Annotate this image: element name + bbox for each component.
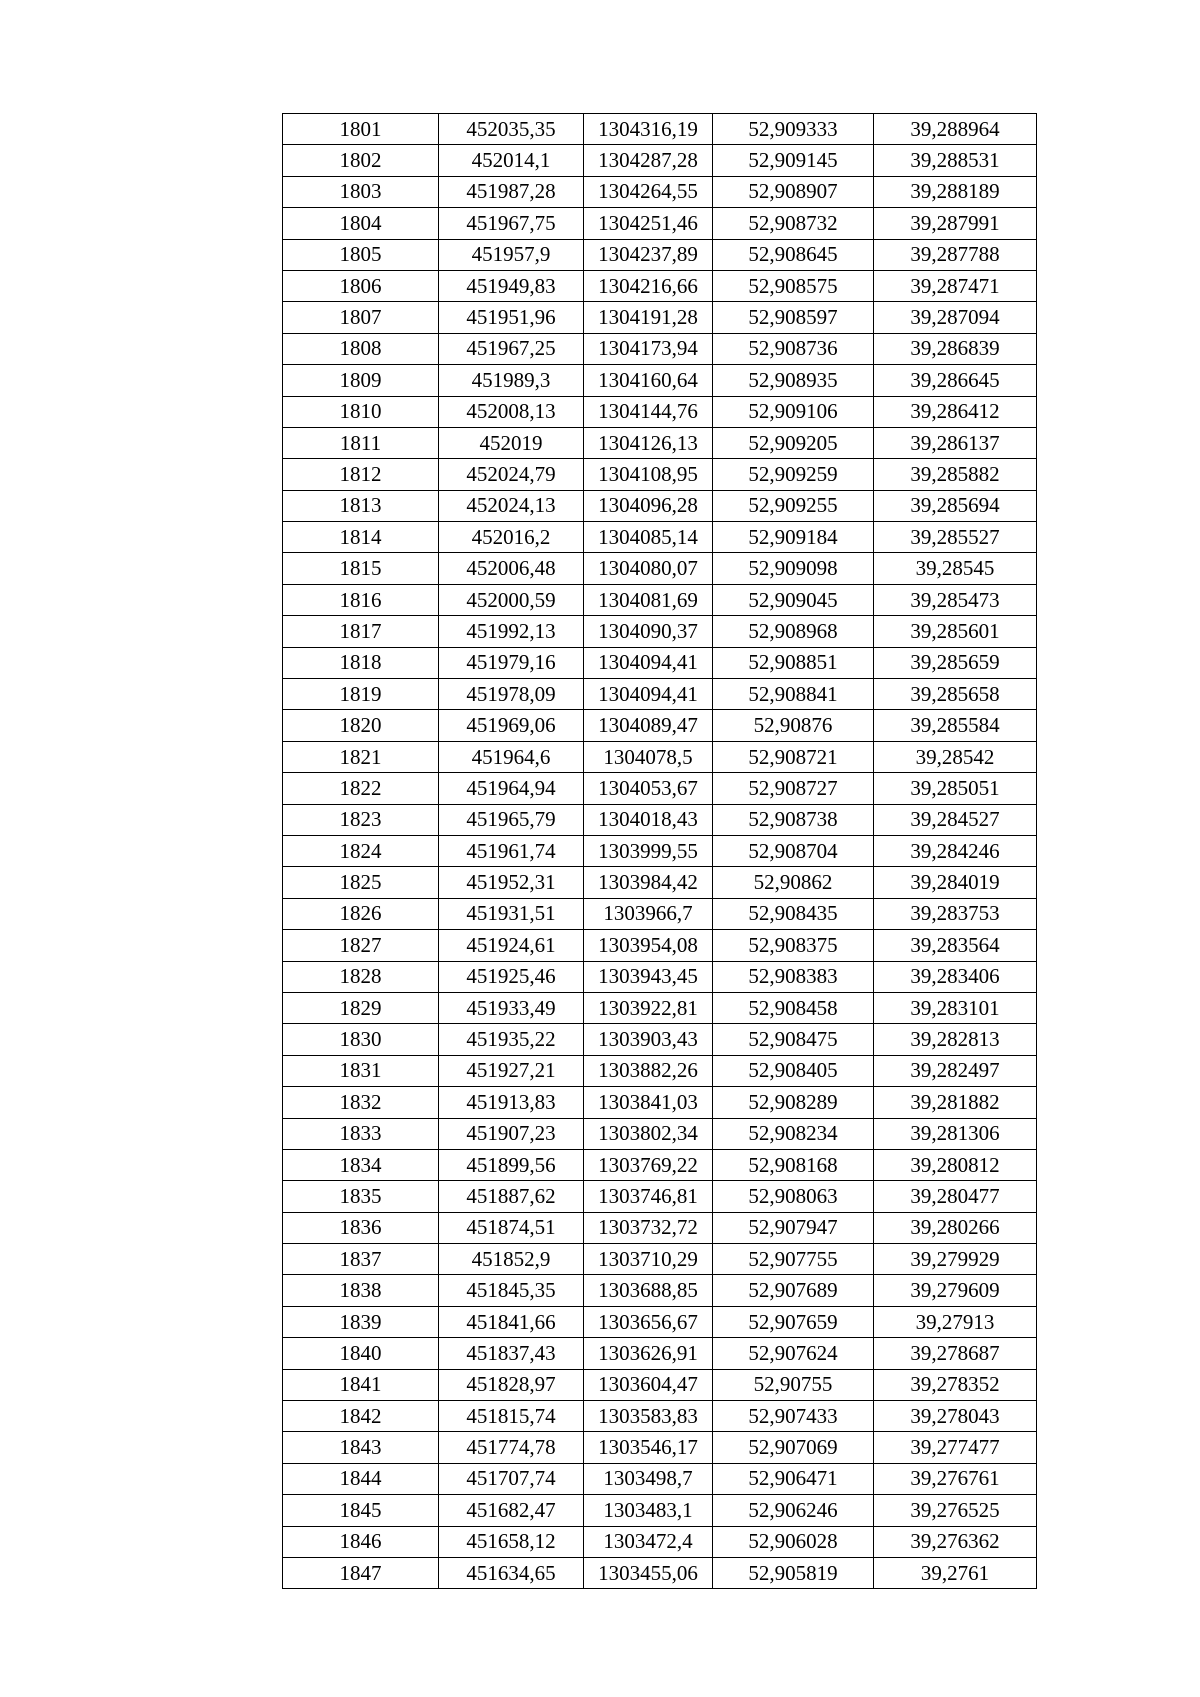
longitude-cell: 39,283753 xyxy=(874,898,1037,929)
table-row xyxy=(283,992,1037,1023)
x-coordinate-cell: 452014,1 xyxy=(439,145,584,176)
point-number-cell: 1827 xyxy=(283,930,439,961)
latitude-cell: 52,908435 xyxy=(713,898,874,929)
longitude-cell: 39,287094 xyxy=(874,302,1037,333)
longitude-cell: 39,279609 xyxy=(874,1275,1037,1306)
y-coordinate-cell: 1304094,41 xyxy=(584,679,713,710)
table-row xyxy=(283,1118,1037,1149)
x-coordinate-cell: 451707,74 xyxy=(439,1463,584,1494)
x-coordinate-cell: 451841,66 xyxy=(439,1306,584,1337)
latitude-cell: 52,908575 xyxy=(713,270,874,301)
point-number-cell: 1822 xyxy=(283,773,439,804)
latitude-cell: 52,908732 xyxy=(713,208,874,239)
longitude-cell: 39,285584 xyxy=(874,710,1037,741)
table-row xyxy=(283,804,1037,835)
table-row xyxy=(283,930,1037,961)
point-number-cell: 1805 xyxy=(283,239,439,270)
latitude-cell: 52,907755 xyxy=(713,1244,874,1275)
latitude-cell: 52,909098 xyxy=(713,553,874,584)
table-row xyxy=(283,270,1037,301)
point-number-cell: 1802 xyxy=(283,145,439,176)
y-coordinate-cell: 1303746,81 xyxy=(584,1181,713,1212)
latitude-cell: 52,909205 xyxy=(713,427,874,458)
y-coordinate-cell: 1303954,08 xyxy=(584,930,713,961)
latitude-cell: 52,908841 xyxy=(713,679,874,710)
longitude-cell: 39,27913 xyxy=(874,1306,1037,1337)
y-coordinate-cell: 1304053,67 xyxy=(584,773,713,804)
longitude-cell: 39,284019 xyxy=(874,867,1037,898)
x-coordinate-cell: 451913,83 xyxy=(439,1087,584,1118)
longitude-cell: 39,285694 xyxy=(874,490,1037,521)
point-number-cell: 1806 xyxy=(283,270,439,301)
x-coordinate-cell: 451927,21 xyxy=(439,1055,584,1086)
point-number-cell: 1821 xyxy=(283,741,439,772)
longitude-cell: 39,284246 xyxy=(874,835,1037,866)
latitude-cell: 52,908738 xyxy=(713,804,874,835)
point-number-cell: 1831 xyxy=(283,1055,439,1086)
latitude-cell: 52,906028 xyxy=(713,1526,874,1557)
longitude-cell: 39,280266 xyxy=(874,1212,1037,1243)
latitude-cell: 52,909045 xyxy=(713,584,874,615)
latitude-cell: 52,908736 xyxy=(713,333,874,364)
x-coordinate-cell: 451874,51 xyxy=(439,1212,584,1243)
y-coordinate-cell: 1303483,1 xyxy=(584,1495,713,1526)
coordinates-table xyxy=(282,113,1037,1589)
longitude-cell: 39,28545 xyxy=(874,553,1037,584)
longitude-cell: 39,280812 xyxy=(874,1149,1037,1180)
point-number-cell: 1810 xyxy=(283,396,439,427)
table-row xyxy=(283,333,1037,364)
y-coordinate-cell: 1304081,69 xyxy=(584,584,713,615)
x-coordinate-cell: 451992,13 xyxy=(439,616,584,647)
point-number-cell: 1819 xyxy=(283,679,439,710)
latitude-cell: 52,907947 xyxy=(713,1212,874,1243)
latitude-cell: 52,908721 xyxy=(713,741,874,772)
latitude-cell: 52,908907 xyxy=(713,176,874,207)
latitude-cell: 52,908458 xyxy=(713,992,874,1023)
y-coordinate-cell: 1303966,7 xyxy=(584,898,713,929)
y-coordinate-cell: 1303626,91 xyxy=(584,1338,713,1369)
table-row xyxy=(283,647,1037,678)
y-coordinate-cell: 1304237,89 xyxy=(584,239,713,270)
point-number-cell: 1830 xyxy=(283,1024,439,1055)
longitude-cell: 39,278352 xyxy=(874,1369,1037,1400)
y-coordinate-cell: 1304287,28 xyxy=(584,145,713,176)
point-number-cell: 1820 xyxy=(283,710,439,741)
table-row xyxy=(283,1149,1037,1180)
latitude-cell: 52,906471 xyxy=(713,1463,874,1494)
y-coordinate-cell: 1304085,14 xyxy=(584,522,713,553)
x-coordinate-cell: 452019 xyxy=(439,427,584,458)
x-coordinate-cell: 451933,49 xyxy=(439,992,584,1023)
y-coordinate-cell: 1304126,13 xyxy=(584,427,713,458)
latitude-cell: 52,908405 xyxy=(713,1055,874,1086)
table-row xyxy=(283,553,1037,584)
x-coordinate-cell: 451935,22 xyxy=(439,1024,584,1055)
longitude-cell: 39,286412 xyxy=(874,396,1037,427)
longitude-cell: 39,287471 xyxy=(874,270,1037,301)
point-number-cell: 1825 xyxy=(283,867,439,898)
latitude-cell: 52,908234 xyxy=(713,1118,874,1149)
longitude-cell: 39,28542 xyxy=(874,741,1037,772)
point-number-cell: 1817 xyxy=(283,616,439,647)
longitude-cell: 39,284527 xyxy=(874,804,1037,835)
point-number-cell: 1813 xyxy=(283,490,439,521)
longitude-cell: 39,279929 xyxy=(874,1244,1037,1275)
latitude-cell: 52,908968 xyxy=(713,616,874,647)
y-coordinate-cell: 1303943,45 xyxy=(584,961,713,992)
table-row xyxy=(283,1244,1037,1275)
longitude-cell: 39,281882 xyxy=(874,1087,1037,1118)
y-coordinate-cell: 1304191,28 xyxy=(584,302,713,333)
longitude-cell: 39,282497 xyxy=(874,1055,1037,1086)
table-row xyxy=(283,396,1037,427)
x-coordinate-cell: 451965,79 xyxy=(439,804,584,835)
latitude-cell: 52,908727 xyxy=(713,773,874,804)
table-row xyxy=(283,1338,1037,1369)
x-coordinate-cell: 451969,06 xyxy=(439,710,584,741)
x-coordinate-cell: 452006,48 xyxy=(439,553,584,584)
y-coordinate-cell: 1304080,07 xyxy=(584,553,713,584)
point-number-cell: 1835 xyxy=(283,1181,439,1212)
point-number-cell: 1812 xyxy=(283,459,439,490)
latitude-cell: 52,908289 xyxy=(713,1087,874,1118)
point-number-cell: 1826 xyxy=(283,898,439,929)
table-row xyxy=(283,208,1037,239)
table-row xyxy=(283,1275,1037,1306)
point-number-cell: 1847 xyxy=(283,1557,439,1588)
x-coordinate-cell: 451964,94 xyxy=(439,773,584,804)
y-coordinate-cell: 1303841,03 xyxy=(584,1087,713,1118)
latitude-cell: 52,909184 xyxy=(713,522,874,553)
longitude-cell: 39,282813 xyxy=(874,1024,1037,1055)
table-row xyxy=(283,1087,1037,1118)
table-row xyxy=(283,1306,1037,1337)
y-coordinate-cell: 1304160,64 xyxy=(584,365,713,396)
y-coordinate-cell: 1303472,4 xyxy=(584,1526,713,1557)
table-row xyxy=(283,616,1037,647)
y-coordinate-cell: 1304251,46 xyxy=(584,208,713,239)
x-coordinate-cell: 451987,28 xyxy=(439,176,584,207)
latitude-cell: 52,908063 xyxy=(713,1181,874,1212)
latitude-cell: 52,90862 xyxy=(713,867,874,898)
point-number-cell: 1836 xyxy=(283,1212,439,1243)
x-coordinate-cell: 451925,46 xyxy=(439,961,584,992)
longitude-cell: 39,285601 xyxy=(874,616,1037,647)
longitude-cell: 39,283564 xyxy=(874,930,1037,961)
x-coordinate-cell: 451952,31 xyxy=(439,867,584,898)
longitude-cell: 39,283101 xyxy=(874,992,1037,1023)
point-number-cell: 1834 xyxy=(283,1149,439,1180)
table-row xyxy=(283,1557,1037,1588)
table-row xyxy=(283,302,1037,333)
x-coordinate-cell: 451964,6 xyxy=(439,741,584,772)
latitude-cell: 52,908935 xyxy=(713,365,874,396)
y-coordinate-cell: 1303656,67 xyxy=(584,1306,713,1337)
longitude-cell: 39,278043 xyxy=(874,1401,1037,1432)
latitude-cell: 52,907624 xyxy=(713,1338,874,1369)
y-coordinate-cell: 1304108,95 xyxy=(584,459,713,490)
latitude-cell: 52,90755 xyxy=(713,1369,874,1400)
longitude-cell: 39,285658 xyxy=(874,679,1037,710)
table-row xyxy=(283,898,1037,929)
x-coordinate-cell: 451989,3 xyxy=(439,365,584,396)
longitude-cell: 39,285659 xyxy=(874,647,1037,678)
x-coordinate-cell: 451899,56 xyxy=(439,1149,584,1180)
y-coordinate-cell: 1303882,26 xyxy=(584,1055,713,1086)
x-coordinate-cell: 451957,9 xyxy=(439,239,584,270)
table-row xyxy=(283,835,1037,866)
y-coordinate-cell: 1304144,76 xyxy=(584,396,713,427)
x-coordinate-cell: 451931,51 xyxy=(439,898,584,929)
x-coordinate-cell: 452008,13 xyxy=(439,396,584,427)
y-coordinate-cell: 1304264,55 xyxy=(584,176,713,207)
longitude-cell: 39,288189 xyxy=(874,176,1037,207)
latitude-cell: 52,908645 xyxy=(713,239,874,270)
table-row xyxy=(283,114,1037,145)
latitude-cell: 52,909106 xyxy=(713,396,874,427)
longitude-cell: 39,285473 xyxy=(874,584,1037,615)
x-coordinate-cell: 452024,13 xyxy=(439,490,584,521)
table-row xyxy=(283,1432,1037,1463)
point-number-cell: 1814 xyxy=(283,522,439,553)
x-coordinate-cell: 451961,74 xyxy=(439,835,584,866)
point-number-cell: 1815 xyxy=(283,553,439,584)
point-number-cell: 1823 xyxy=(283,804,439,835)
y-coordinate-cell: 1303546,17 xyxy=(584,1432,713,1463)
point-number-cell: 1829 xyxy=(283,992,439,1023)
y-coordinate-cell: 1304090,37 xyxy=(584,616,713,647)
latitude-cell: 52,908704 xyxy=(713,835,874,866)
longitude-cell: 39,285882 xyxy=(874,459,1037,490)
y-coordinate-cell: 1303604,47 xyxy=(584,1369,713,1400)
y-coordinate-cell: 1303922,81 xyxy=(584,992,713,1023)
y-coordinate-cell: 1303984,42 xyxy=(584,867,713,898)
latitude-cell: 52,908168 xyxy=(713,1149,874,1180)
table-row xyxy=(283,961,1037,992)
longitude-cell: 39,278687 xyxy=(874,1338,1037,1369)
table-row xyxy=(283,710,1037,741)
x-coordinate-cell: 451887,62 xyxy=(439,1181,584,1212)
table-row xyxy=(283,1401,1037,1432)
x-coordinate-cell: 451815,74 xyxy=(439,1401,584,1432)
point-number-cell: 1838 xyxy=(283,1275,439,1306)
y-coordinate-cell: 1303498,7 xyxy=(584,1463,713,1494)
longitude-cell: 39,283406 xyxy=(874,961,1037,992)
point-number-cell: 1807 xyxy=(283,302,439,333)
x-coordinate-cell: 451978,09 xyxy=(439,679,584,710)
table-row xyxy=(283,679,1037,710)
point-number-cell: 1818 xyxy=(283,647,439,678)
y-coordinate-cell: 1304173,94 xyxy=(584,333,713,364)
x-coordinate-cell: 452035,35 xyxy=(439,114,584,145)
longitude-cell: 39,285051 xyxy=(874,773,1037,804)
longitude-cell: 39,286839 xyxy=(874,333,1037,364)
y-coordinate-cell: 1304096,28 xyxy=(584,490,713,521)
table-row xyxy=(283,365,1037,396)
table-row xyxy=(283,1212,1037,1243)
longitude-cell: 39,276525 xyxy=(874,1495,1037,1526)
x-coordinate-cell: 451845,35 xyxy=(439,1275,584,1306)
longitude-cell: 39,287788 xyxy=(874,239,1037,270)
table-row xyxy=(283,1463,1037,1494)
latitude-cell: 52,908475 xyxy=(713,1024,874,1055)
x-coordinate-cell: 451979,16 xyxy=(439,647,584,678)
latitude-cell: 52,90876 xyxy=(713,710,874,741)
latitude-cell: 52,909259 xyxy=(713,459,874,490)
x-coordinate-cell: 451949,83 xyxy=(439,270,584,301)
longitude-cell: 39,280477 xyxy=(874,1181,1037,1212)
latitude-cell: 52,905819 xyxy=(713,1557,874,1588)
table-row xyxy=(283,1024,1037,1055)
point-number-cell: 1837 xyxy=(283,1244,439,1275)
y-coordinate-cell: 1303802,34 xyxy=(584,1118,713,1149)
point-number-cell: 1840 xyxy=(283,1338,439,1369)
longitude-cell: 39,286645 xyxy=(874,365,1037,396)
table-row xyxy=(283,459,1037,490)
x-coordinate-cell: 451774,78 xyxy=(439,1432,584,1463)
x-coordinate-cell: 452024,79 xyxy=(439,459,584,490)
coordinates-table-body xyxy=(283,114,1037,1589)
latitude-cell: 52,906246 xyxy=(713,1495,874,1526)
point-number-cell: 1816 xyxy=(283,584,439,615)
x-coordinate-cell: 451634,65 xyxy=(439,1557,584,1588)
x-coordinate-cell: 451658,12 xyxy=(439,1526,584,1557)
point-number-cell: 1833 xyxy=(283,1118,439,1149)
point-number-cell: 1845 xyxy=(283,1495,439,1526)
point-number-cell: 1811 xyxy=(283,427,439,458)
table-row xyxy=(283,867,1037,898)
point-number-cell: 1846 xyxy=(283,1526,439,1557)
point-number-cell: 1803 xyxy=(283,176,439,207)
latitude-cell: 52,907689 xyxy=(713,1275,874,1306)
point-number-cell: 1842 xyxy=(283,1401,439,1432)
point-number-cell: 1808 xyxy=(283,333,439,364)
x-coordinate-cell: 451682,47 xyxy=(439,1495,584,1526)
table-row xyxy=(283,741,1037,772)
point-number-cell: 1843 xyxy=(283,1432,439,1463)
y-coordinate-cell: 1304078,5 xyxy=(584,741,713,772)
longitude-cell: 39,285527 xyxy=(874,522,1037,553)
table-row xyxy=(283,1495,1037,1526)
longitude-cell: 39,287991 xyxy=(874,208,1037,239)
point-number-cell: 1801 xyxy=(283,114,439,145)
y-coordinate-cell: 1303732,72 xyxy=(584,1212,713,1243)
longitude-cell: 39,286137 xyxy=(874,427,1037,458)
point-number-cell: 1828 xyxy=(283,961,439,992)
y-coordinate-cell: 1304089,47 xyxy=(584,710,713,741)
x-coordinate-cell: 451852,9 xyxy=(439,1244,584,1275)
table-row xyxy=(283,490,1037,521)
latitude-cell: 52,907433 xyxy=(713,1401,874,1432)
table-row xyxy=(283,1181,1037,1212)
latitude-cell: 52,908851 xyxy=(713,647,874,678)
latitude-cell: 52,909255 xyxy=(713,490,874,521)
point-number-cell: 1832 xyxy=(283,1087,439,1118)
longitude-cell: 39,277477 xyxy=(874,1432,1037,1463)
x-coordinate-cell: 451828,97 xyxy=(439,1369,584,1400)
latitude-cell: 52,909333 xyxy=(713,114,874,145)
latitude-cell: 52,908375 xyxy=(713,930,874,961)
x-coordinate-cell: 452000,59 xyxy=(439,584,584,615)
table-row xyxy=(283,522,1037,553)
y-coordinate-cell: 1303583,83 xyxy=(584,1401,713,1432)
table-row xyxy=(283,1526,1037,1557)
longitude-cell: 39,276362 xyxy=(874,1526,1037,1557)
y-coordinate-cell: 1304094,41 xyxy=(584,647,713,678)
table-row xyxy=(283,427,1037,458)
y-coordinate-cell: 1303688,85 xyxy=(584,1275,713,1306)
x-coordinate-cell: 451907,23 xyxy=(439,1118,584,1149)
longitude-cell: 39,281306 xyxy=(874,1118,1037,1149)
latitude-cell: 52,908383 xyxy=(713,961,874,992)
table-row xyxy=(283,1369,1037,1400)
table-row xyxy=(283,773,1037,804)
table-row xyxy=(283,176,1037,207)
x-coordinate-cell: 451967,75 xyxy=(439,208,584,239)
y-coordinate-cell: 1303903,43 xyxy=(584,1024,713,1055)
latitude-cell: 52,909145 xyxy=(713,145,874,176)
point-number-cell: 1841 xyxy=(283,1369,439,1400)
longitude-cell: 39,276761 xyxy=(874,1463,1037,1494)
y-coordinate-cell: 1304316,19 xyxy=(584,114,713,145)
y-coordinate-cell: 1303710,29 xyxy=(584,1244,713,1275)
table-row xyxy=(283,584,1037,615)
y-coordinate-cell: 1304216,66 xyxy=(584,270,713,301)
longitude-cell: 39,2761 xyxy=(874,1557,1037,1588)
table-row xyxy=(283,145,1037,176)
latitude-cell: 52,907069 xyxy=(713,1432,874,1463)
y-coordinate-cell: 1303769,22 xyxy=(584,1149,713,1180)
longitude-cell: 39,288531 xyxy=(874,145,1037,176)
longitude-cell: 39,288964 xyxy=(874,114,1037,145)
y-coordinate-cell: 1303455,06 xyxy=(584,1557,713,1588)
x-coordinate-cell: 451837,43 xyxy=(439,1338,584,1369)
table-row xyxy=(283,239,1037,270)
point-number-cell: 1824 xyxy=(283,835,439,866)
point-number-cell: 1839 xyxy=(283,1306,439,1337)
table-row xyxy=(283,1055,1037,1086)
latitude-cell: 52,907659 xyxy=(713,1306,874,1337)
x-coordinate-cell: 451951,96 xyxy=(439,302,584,333)
y-coordinate-cell: 1303999,55 xyxy=(584,835,713,866)
point-number-cell: 1804 xyxy=(283,208,439,239)
x-coordinate-cell: 451967,25 xyxy=(439,333,584,364)
point-number-cell: 1809 xyxy=(283,365,439,396)
x-coordinate-cell: 452016,2 xyxy=(439,522,584,553)
point-number-cell: 1844 xyxy=(283,1463,439,1494)
y-coordinate-cell: 1304018,43 xyxy=(584,804,713,835)
latitude-cell: 52,908597 xyxy=(713,302,874,333)
x-coordinate-cell: 451924,61 xyxy=(439,930,584,961)
